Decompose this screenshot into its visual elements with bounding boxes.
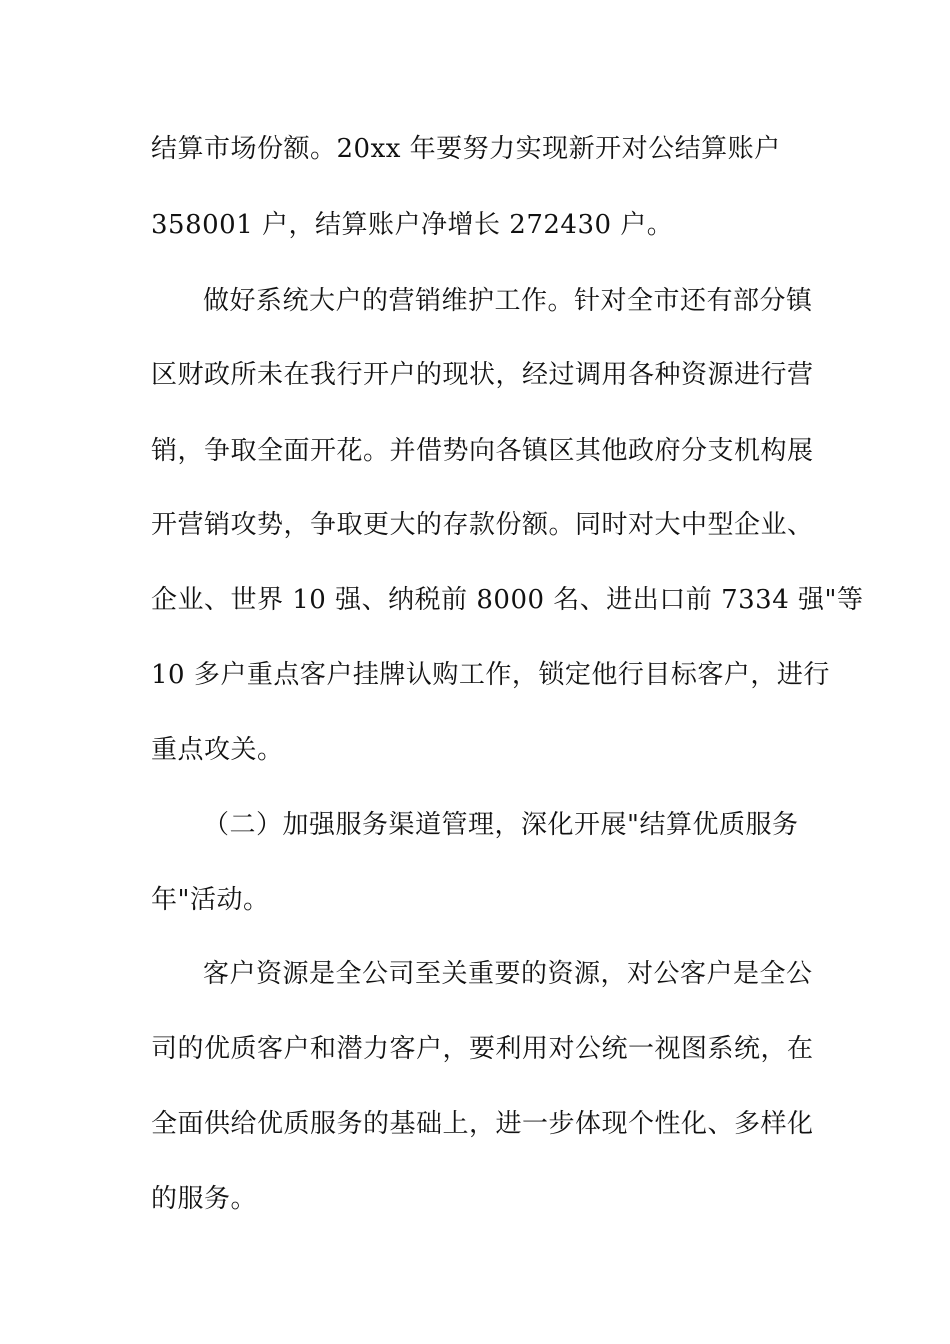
text-line-1: 结算市场份额。20xx 年要努力实现新开对公结算账户	[151, 134, 781, 164]
text-line-6: 开营销攻势，争取更大的存款份额。同时对大中型企业、	[151, 510, 814, 540]
text-line-14: 全面供给优质服务的基础上，进一步体现个性化、多样化	[151, 1109, 814, 1139]
text-line-13: 司的优质客户和潜力客户，要利用对公统一视图系统，在	[151, 1034, 814, 1064]
section-heading-line-1: （二）加强服务渠道管理，深化开展"结算优质服务	[203, 810, 799, 840]
text-line-15: 的服务。	[151, 1184, 258, 1214]
text-line-8: 10 多户重点客户挂牌认购工作，锁定他行目标客户，进行	[151, 660, 830, 690]
paragraph-start-line-3: 做好系统大户的营销维护工作。针对全市还有部分镇	[203, 286, 813, 316]
text-line-2: 358001 户，结算账户净增长 272430 户。	[151, 210, 674, 240]
text-line-7: 企业、世界 10 强、纳税前 8000 名、进出口前 7334 强"等	[151, 585, 864, 615]
section-heading-line-2: 年"活动。	[151, 885, 270, 915]
text-line-5: 销，争取全面开花。并借势向各镇区其他政府分支机构展	[151, 436, 814, 466]
text-line-9: 重点攻关。	[151, 735, 284, 765]
paragraph-start-line-12: 客户资源是全公司至关重要的资源，对公客户是全公	[203, 959, 813, 989]
text-line-4: 区财政所未在我行开户的现状，经过调用各种资源进行营	[151, 360, 814, 390]
